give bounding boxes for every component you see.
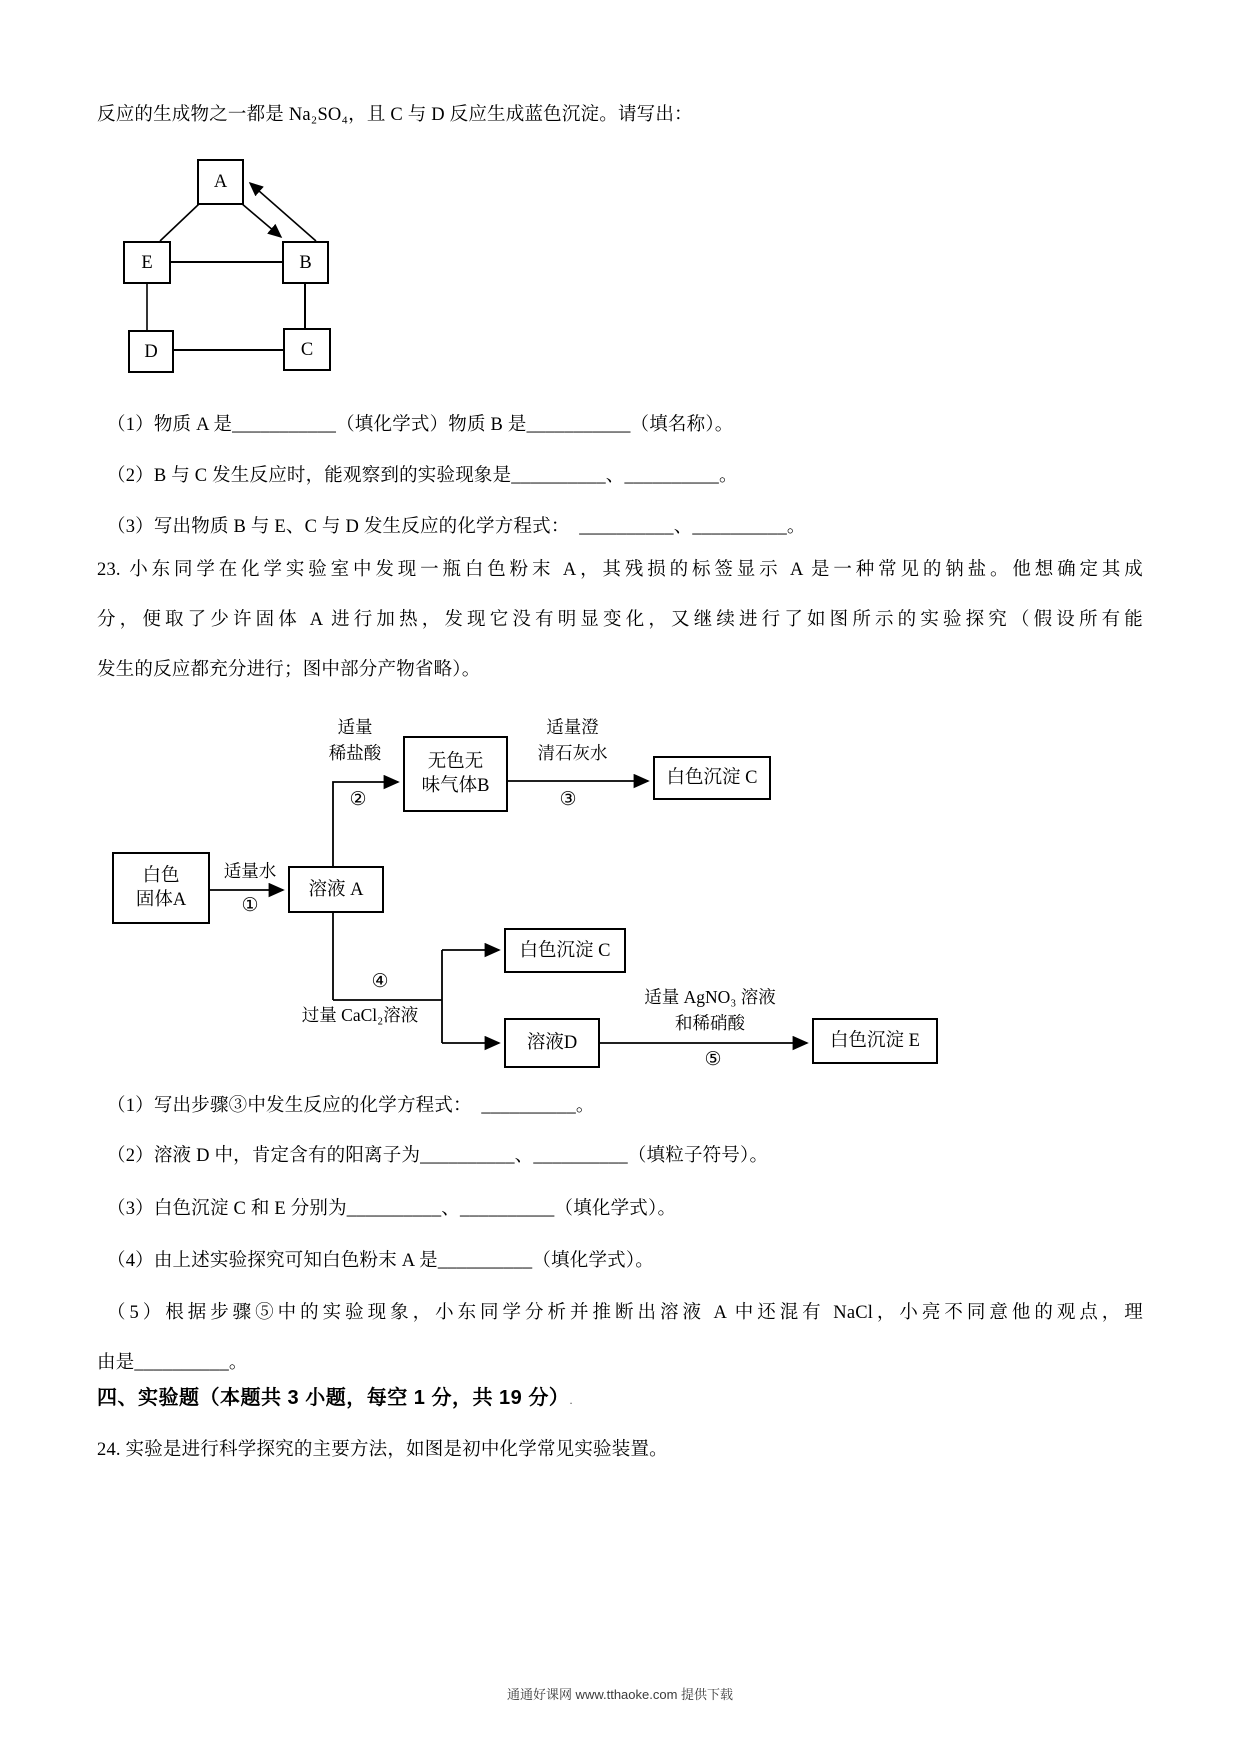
intro-line: 反应的生成物之一都是 Na₂SO₄，且 C 与 D 反应生成蓝色沉淀。请写出： <box>97 105 693 125</box>
q23-part-4: （4）由上述实验探究可知白色粉末 A 是__________（填化学式）。 <box>107 1251 654 1271</box>
gas-b-line1: 无色无 <box>427 752 484 772</box>
section-four-header <box>97 1385 1143 1414</box>
solution-d-label: 溶液D <box>526 1033 578 1053</box>
q23-part-5-continuation: 由是__________。 <box>97 1353 248 1373</box>
step1-number: ① <box>241 895 259 916</box>
solution-a-label: 溶液 A <box>308 879 364 900</box>
q24-line: 24. 实验是进行科学探究的主要方法，如图是初中化学常见实验装置。 <box>97 1440 668 1460</box>
flow-box-solid-a <box>112 852 210 924</box>
q23-intro-line-1: 23. 小东同学在化学实验室中发现一瓶白色粉末 A，其残损的标签显示 A 是一种常见的钠盐。他想确定其成 <box>97 560 1143 580</box>
relation-box-d <box>128 330 174 373</box>
q23-part-1: （1）写出步骤③中发生反应的化学方程式： __________。 <box>107 1096 595 1116</box>
flow-box-solution-a <box>288 866 384 913</box>
q23-part-5: （5）根据步骤⑤中的实验现象，小东同学分析并推断出溶液 A 中还混有 NaCl，小亮不同意他的观点，理 <box>107 1303 1143 1323</box>
q23-flowchart <box>100 710 1000 1085</box>
relation-box-d-label: D <box>144 341 158 362</box>
relation-box-a-label: A <box>213 172 228 192</box>
q23-part-2: （2）溶液 D 中，肯定含有的阳离子为__________、__________（填粒子符号）。 <box>107 1146 769 1166</box>
relation-box-e-label: E <box>141 252 153 273</box>
step2-number: ② <box>349 789 367 810</box>
step4-label: 过量 CaCl₂溶液 <box>301 1005 419 1025</box>
step2-label-line2: 稀盐酸 <box>328 743 382 763</box>
q22-part-1: （1）物质 A 是___________（填化学式）物质 B 是___________（填名称）。 <box>107 415 734 435</box>
precip-e-label: 白色沉淀 E <box>830 1031 920 1051</box>
flow-box-solution-d <box>504 1018 600 1068</box>
q23-intro-line-3: 发生的反应都充分进行；图中部分产物省略）。 <box>97 660 481 680</box>
relation-box-e <box>123 241 171 284</box>
step2-label-line1: 适量 <box>337 717 373 737</box>
page-footer: 通通好课网 www.tthaoke.com 提供下载 <box>506 1687 734 1702</box>
step5-label <box>610 984 810 1036</box>
step5-number: ⑤ <box>704 1049 722 1070</box>
solid-a-line2: 固体A <box>135 890 187 910</box>
gas-b-line2: 味气体B <box>421 776 490 796</box>
step1-label: 适量水 <box>223 861 277 881</box>
step3-number: ③ <box>559 789 577 810</box>
q23-part-3: （3）白色沉淀 C 和 E 分别为__________、__________（填化学式）。 <box>107 1199 677 1219</box>
flow-box-precip-c1 <box>653 756 771 800</box>
q22-part-3: （3）写出物质 B 与 E、C 与 D 发生反应的化学方程式： __________、__________。 <box>107 517 806 537</box>
relation-box-a <box>197 159 244 205</box>
step3-label <box>515 714 630 766</box>
relation-diagram <box>100 140 450 380</box>
relation-box-c <box>283 328 331 371</box>
step3-label-line1: 适量澄 <box>546 717 599 737</box>
section-four-header-dot: . <box>569 1393 574 1407</box>
step5-label-line1: 适量 AgNO₃ 溶液 <box>644 987 776 1007</box>
solid-a-line1: 白色 <box>142 866 180 886</box>
step2-label <box>305 714 405 766</box>
step3-label-line2: 清石灰水 <box>537 743 608 763</box>
step4-number: ④ <box>371 971 389 992</box>
relation-box-b-label: B <box>299 252 312 273</box>
flow-box-gas-b <box>403 736 508 812</box>
relation-box-c-label: C <box>300 339 314 360</box>
section-four-header-text: 四、实验题（本题共 3 小题，每空 1 分，共 19 分） <box>97 1387 570 1409</box>
flow-box-precip-e <box>812 1018 938 1064</box>
precip-c1-label: 白色沉淀 C <box>666 768 758 788</box>
q23-intro-line-2: 分，便取了少许固体 A 进行加热，发现它没有明显变化，又继续进行了如图所示的实验探究（假设所有能 <box>97 610 1143 630</box>
q22-part-2: （2）B 与 C 发生反应时，能观察到的实验现象是__________、__________。 <box>107 466 738 486</box>
relation-box-b <box>282 241 329 284</box>
step5-label-line2: 和稀硝酸 <box>675 1013 745 1033</box>
precip-c2-label: 白色沉淀 C <box>519 940 611 961</box>
flow-box-precip-c2 <box>504 928 626 973</box>
